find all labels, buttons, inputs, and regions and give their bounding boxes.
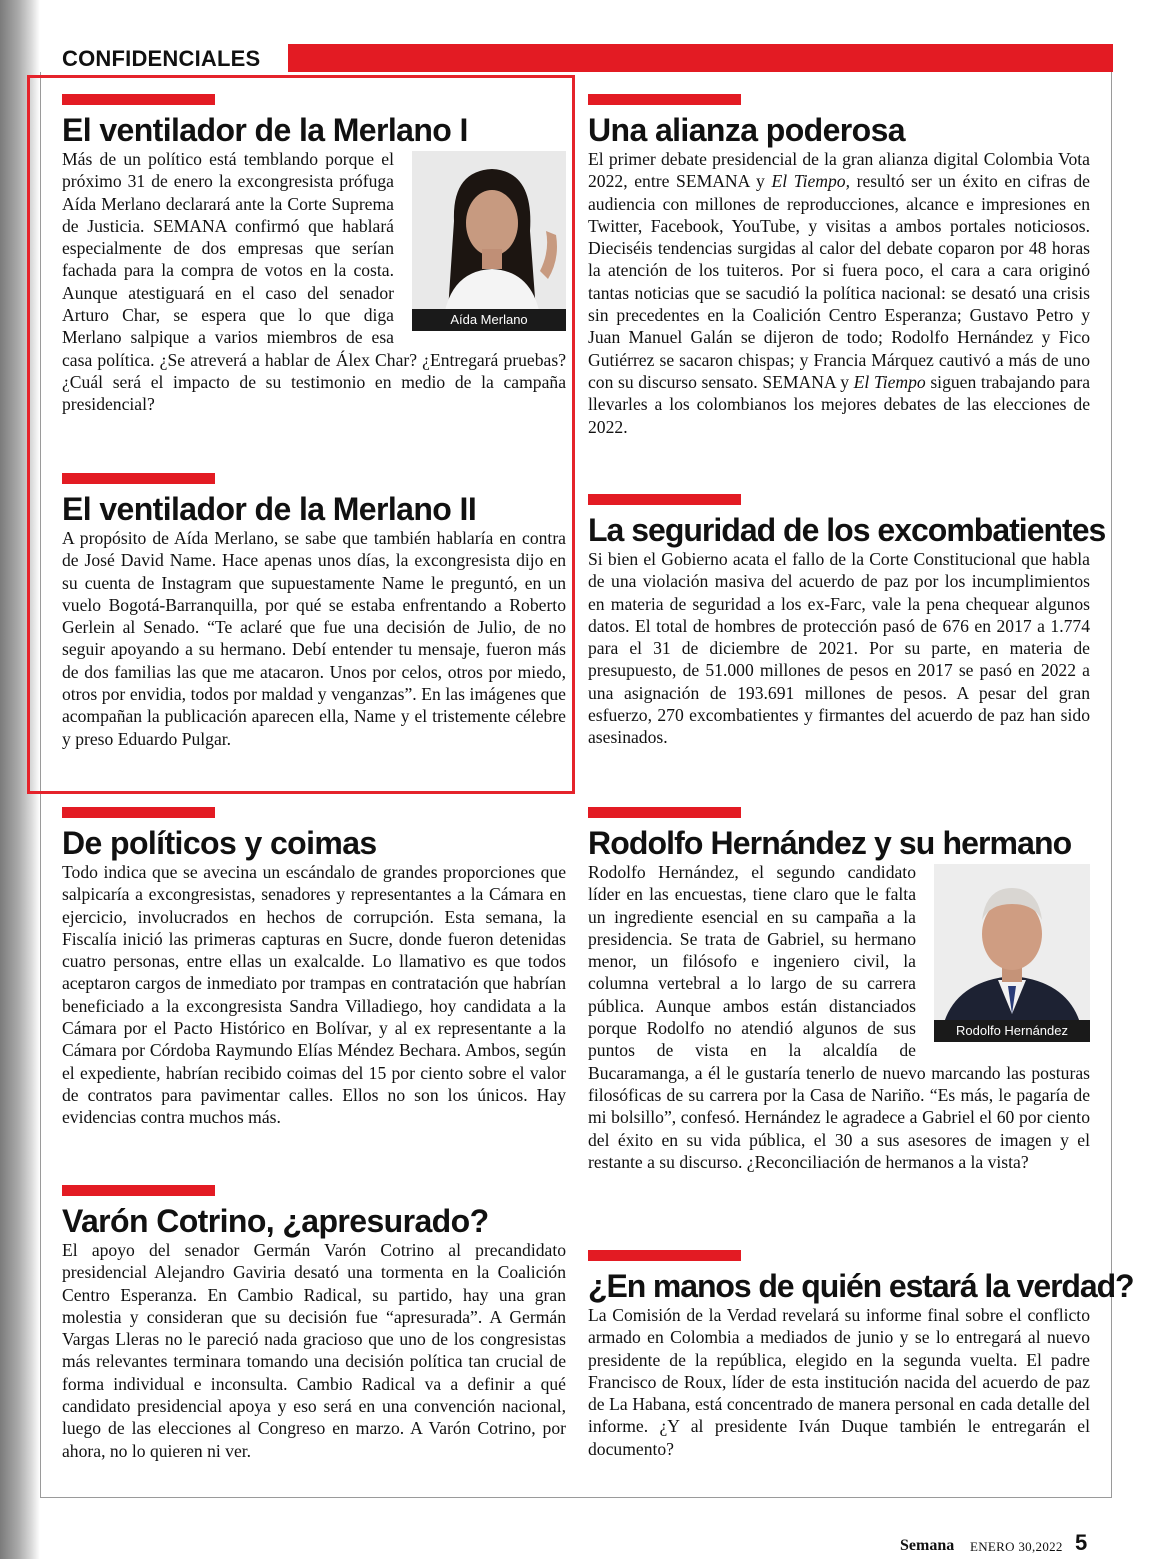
- article-body: Si bien el Gobierno acata el fallo de la Corte Constitucional que habla de una violación masiva del acuerdo de paz por los incumplimientos en materia de seguridad a los ex-Farc, vale la pena chequear algunos datos. El total de hombres de protección pasó de 676 en 2017 a 1.774 para el 31 de diciembre de 2021. Por su parte, en materia de presupuesto, de 51.000 millones de pesos en 2017 se pasó en 2022 a una asignación de 193.691 millones de pesos. A pesar del gran esfuerzo, 270 excombatientes y firmantes del acuerdo de paz han sido asesinados.: [588, 549, 1090, 748]
- article-accent-bar: [588, 807, 741, 818]
- article-body: Todo indica que se avecina un escándalo de grandes proporciones que salpicaría a excongresistas, senadores y representantes a la Cámara en ejercicio, involucrados en hechos de corrupción. Esta semana, la Fiscalía inició las primeras capturas en Sucre, donde fueron detenidas cuatro personas, entre ellas un exalcalde. Lo llamativo es que todos aceptaron cargos de inmediato por trampas en contratación que habrían beneficiado a la excongresista Sandra Villadiego, hoy candidata a la Cámara por el Pacto Histórico en Bolívar, y al ex representante a la Cámara por Córdoba Raymundo Elías Méndez Bechara. Ambos, según el expediente, habrían recibido coimas del 15 por ciento sobre el valor de contratos para pavimentar calles. Ellos no son los únicos. Hay evidencias contra muchos más.: [62, 862, 566, 1128]
- article-coimas: [62, 807, 566, 1129]
- article-title: Una alianza poderosa: [588, 112, 905, 148]
- article-accent-bar: [62, 1185, 215, 1196]
- footer-date: ENERO 30,2022: [970, 1539, 1063, 1554]
- article-title: De políticos y coimas: [62, 825, 377, 861]
- article-title: El ventilador de la Merlano I: [62, 112, 468, 148]
- page-number: 5: [1075, 1530, 1088, 1555]
- article-verdad: [588, 1250, 1134, 1460]
- portrait-man-icon: [934, 864, 1090, 1042]
- footer-brand: Semana: [900, 1537, 955, 1554]
- article-seguridad: [588, 494, 1106, 749]
- article-title: Varón Cotrino, ¿apresurado?: [62, 1203, 489, 1239]
- article-merlano-1: [62, 94, 566, 416]
- article-accent-bar: [588, 1250, 741, 1261]
- article-accent-bar: [62, 94, 215, 105]
- article-accent-bar: [588, 494, 741, 505]
- portrait-woman-icon: [412, 151, 566, 331]
- article-title: El ventilador de la Merlano II: [62, 491, 477, 527]
- photo-rodolfo-hernandez: [934, 864, 1090, 1042]
- article-varon: [62, 1185, 566, 1462]
- photo-caption: Aída Merlano: [412, 309, 566, 331]
- article-accent-bar: [62, 807, 215, 818]
- article-accent-bar: [588, 94, 741, 105]
- photo-caption: Rodolfo Hernández: [934, 1020, 1090, 1042]
- article-title: ¿En manos de quién estará la verdad?: [588, 1268, 1134, 1304]
- article-title: Rodolfo Hernández y su hermano: [588, 825, 1072, 861]
- article-body: El apoyo del senador Germán Varón Cotrino al precandidato presidencial Alejandro Gaviria desató una tormenta en la Coalición Centro Esperanza. En Cambio Radical, su partido, hay una gran molestia y consideran que su decisión fue “apresurada”. A Germán Vargas Lleras no le pareció nada gracioso que uno de los congresistas más relevantes terminara tomando una decisión política tan crucial de forma individual e inconsulta. Cambio Radical va a definir a qué candidato presidencial apoya y eso será en una convención nacional, luego de las elecciones al Congreso en marzo. A Varón Cotrino, por ahora, no lo quieren ni ver.: [62, 1240, 566, 1461]
- article-body: Rodolfo Hernández, el segundo candidato líder en las encuestas, tiene claro que le falta un ingrediente esencial en su campaña a la presidencia. Se trata de Gabriel, su hermano menor, un filósofo e ingeniero civil, la columna vertebral a lo largo de su carrera pública. Aunque ambos están distanciados porque Rodolfo no atendió algunos de sus puntos de vista en la alcaldía de Bucaramanga, a él le gustaría tenerlo de nuevo marcando las posturas filosóficas de su carrera por la Casa de Nariño. “Es más, le pagaría de mi bolsillo”, confesó. Hernández le agradece a Gabriel el 60 por ciento del éxito en su vida pública, el 30 a sus asesores de imagen y el restante a su discurso. ¿Reconciliación de hermanos a la vista?: [588, 862, 1090, 1172]
- article-title: La seguridad de los excombatientes: [588, 512, 1106, 548]
- section-title: CONFIDENCIALES: [62, 46, 261, 71]
- article-merlano-2: [62, 473, 566, 750]
- article-body: La Comisión de la Verdad revelará su informe final sobre el conflicto armado en Colombia a mediados de junio y se lo entregará al nuevo presidente de la república, elegido en la segunda vuelta. El padre Francisco de Roux, líder de esta institución nacida del acuerdo de paz de La Habana, está concentrado de manera personal en cada detalle del informe. ¿Y al presidente Iván Duque también le entregarán el documento?: [588, 1305, 1090, 1459]
- photo-aida-merlano: [412, 151, 566, 331]
- article-hernandez: [588, 807, 1090, 1173]
- article-body: El primer debate presidencial de la gran alianza digital Colombia Vota 2022, entre SEMANA y El Tiempo, resultó ser un éxito en cifras de audiencia con millones de reproducciones, alcance e impresiones en Twitter, Facebook, YouTube, y visitas a ambos portales noticiosos. Dieciséis tendencias surgidas al calor del debate coparon por 48 horas la atención de los tuiteros. Por si fuera poco, el cara a cara originó tantas noticias que se sacudió la política nacional: se desató una crisis sin precedentes en la Coalición Centro Esperanza; Gustavo Petro y Juan Manuel Galán se dijeron de todo; Rodolfo Hernández y Fico Gutiérrez se sacaron chispas; y Francia Márquez cautivó a más de uno con su discurso sensato. SEMANA y El Tiempo siguen trabajando para llevarles a los colombianos los mejores debates de las elecciones de 2022.: [588, 149, 1091, 437]
- article-body: Más de un político está temblando porque el próximo 31 de enero la excongresista prófuga Aída Merlano declarará ante la Corte Suprema de Justicia. SEMANA confirmó que hablará especialmente de dos empresas que serían fachada para la compra de votos en la costa. Aunque atestiguará en el caso del senador Arturo Char, se espera que lo que diga Merlano salpique a varios miembros de esa casa política. ¿Se atreverá a hablar de Álex Char? ¿Entregará pruebas? ¿Cuál será el impacto de su testimonio en medio de la campaña presidencial?: [62, 149, 566, 415]
- article-alianza: [588, 94, 1090, 438]
- article-body: A propósito de Aída Merlano, se sabe que también hablaría en contra de José David Name. Hace apenas unos días, la excongresista dijo en su cuenta de Instagram que supuestamente Name le preguntó, en un vuelo Bogotá-Barranquilla, por qué se estaba enfrentando a Roberto Gerlein al Senado. “Te aclaré que fue una decisión de Julio, de no seguir apoyando a su hermano. Debí entender tu mensaje, fueron más de dos familias las que me atacaron. Unos por celos, otros por miedo, otros por envidia, todos por maldad y venganzas”. En las imágenes que acompañan la publicación aparecen ella, Name y el tristemente célebre y preso Eduardo Pulgar.: [62, 528, 566, 749]
- article-accent-bar: [62, 473, 215, 484]
